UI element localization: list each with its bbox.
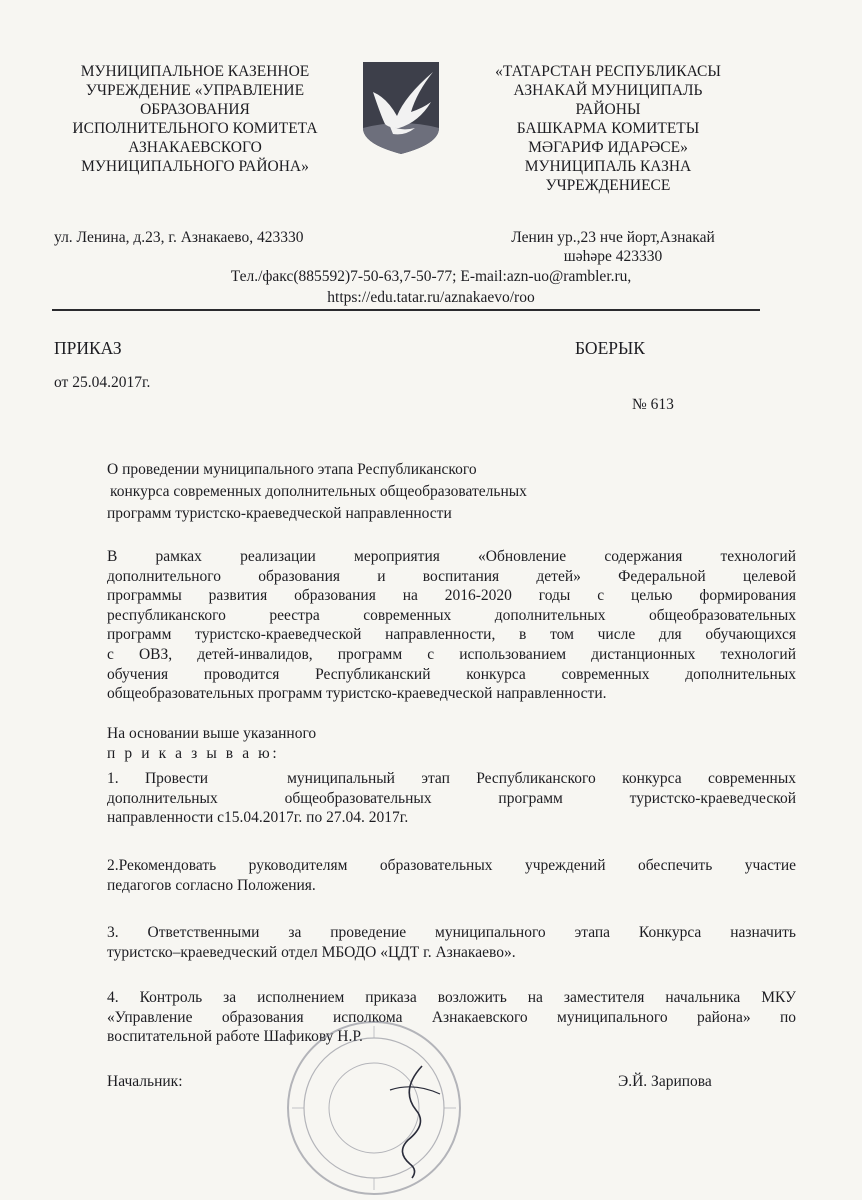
paragraph-line: 3. Ответственными за проведение муниципального этапа Конкурса назначить bbox=[107, 924, 796, 941]
paragraph-line: общеобразовательных программ туристско-краеведческой направленности. bbox=[107, 685, 607, 703]
paragraph-line: педагогов согласно Положения. bbox=[107, 876, 316, 894]
subject-line: конкурса современных дополнительных общеобразовательных bbox=[110, 483, 527, 500]
paragraph-line: 4. Контроль за исполнением приказа возложить на заместителя начальника МКУ bbox=[107, 989, 796, 1006]
paragraph-line: 2.Рекомендовать руководителям образовательных учреждений обеспечить участие bbox=[107, 857, 796, 874]
order-item-1 bbox=[107, 769, 796, 828]
signatory-name: Э.Й. Зарипова bbox=[618, 1073, 712, 1090]
contacts-website: https://edu.tatar.ru/aznakaevo/roo bbox=[327, 289, 535, 306]
subject-line: О проведении муниципального этапа Республиканского bbox=[107, 461, 477, 478]
signatory-title: Начальник: bbox=[107, 1073, 183, 1090]
paragraph-line: В рамках реализации мероприятия «Обновление содержания технологий bbox=[107, 548, 796, 565]
paragraph-line: дополнительного образования и воспитания детей» Федеральной целевой bbox=[107, 567, 796, 585]
basis-line: На основании выше указанного bbox=[107, 725, 317, 742]
paragraph-line: «Управление образования исполкома Азнакаевского муниципального района» по bbox=[107, 1008, 796, 1026]
address-russian: ул. Ленина, д.23, г. Азнакаево, 423330 bbox=[54, 229, 304, 246]
paragraph-line: обучения проводится Республиканский конкурса современных дополнительных bbox=[107, 665, 796, 683]
subject-line: программ туристско-краеведческой направленности bbox=[107, 505, 452, 522]
contacts-phone-email: Тел./факс(885592)7-50-63,7-50-77; E-mail:azn-uo@rambler.ru, bbox=[230, 268, 632, 285]
paragraph-line: туристско–краеведческий отдел МБОДО «ЦДТ г. Азнакаево». bbox=[107, 943, 516, 961]
header-divider bbox=[52, 309, 760, 311]
paragraph-line: направленности с15.04.2017г. по 27.04. 2017г. bbox=[107, 809, 409, 827]
header-org-tatar: «ТАТАРСТАН РЕСПУБЛИКАСЫ АЗНАКАЙ МУНИЦИПАЛЬ РАЙОНЫ БАШКАРМА КОМИТЕТЫ МӘГАРИФ ИДАРӘСЕ» МУНИЦИПАЛЬ КАЗНА УЧРЕЖДЕНИЕСЕ bbox=[495, 63, 721, 194]
paragraph-line: 1. Провести муниципальный этап Республиканского конкурса современных bbox=[107, 770, 796, 787]
order-verb: п р и к а з ы в а ю: bbox=[107, 745, 280, 762]
paragraph-line: программ туристско-краеведческой направленности, в том числе для обучающихся bbox=[107, 626, 796, 644]
order-title-tatar: БОЕРЫК bbox=[575, 338, 645, 358]
paragraph-line: с ОВЗ, детей-инвалидов, программ с использованием дистанционных технологий bbox=[107, 645, 796, 663]
order-item-3 bbox=[107, 923, 796, 962]
paragraph-line: программы развития образования на 2016-2020 годы с целью формирования bbox=[107, 587, 796, 605]
header-org-russian: МУНИЦИПАЛЬНОЕ КАЗЕННОЕ УЧРЕЖДЕНИЕ «УПРАВЛЕНИЕ ОБРАЗОВАНИЯ ИСПОЛНИТЕЛЬНОГО КОМИТЕТА АЗНАКАЕВСКОГО МУНИЦИПАЛЬНОГО РАЙОНА» bbox=[72, 63, 318, 175]
preamble-paragraph bbox=[107, 547, 796, 704]
order-date: от 25.04.2017г. bbox=[54, 374, 151, 391]
paragraph-line: воспитательной работе Шафикову Н.Р. bbox=[107, 1028, 363, 1046]
address-tatar: Ленин ур.,23 нче йорт,Азнакай шәһәре 423330 bbox=[511, 229, 715, 265]
order-item-2 bbox=[107, 856, 796, 895]
order-title-russian: ПРИКАЗ bbox=[54, 338, 122, 358]
order-number: № 613 bbox=[632, 396, 674, 413]
bird-emblem-icon bbox=[359, 58, 443, 156]
paragraph-line: республиканского реестра современных дополнительных общеобразовательных bbox=[107, 606, 796, 624]
paragraph-line: дополнительных общеобразовательных программ туристско-краеведческой bbox=[107, 789, 796, 807]
handwritten-signature-icon bbox=[370, 1060, 460, 1180]
